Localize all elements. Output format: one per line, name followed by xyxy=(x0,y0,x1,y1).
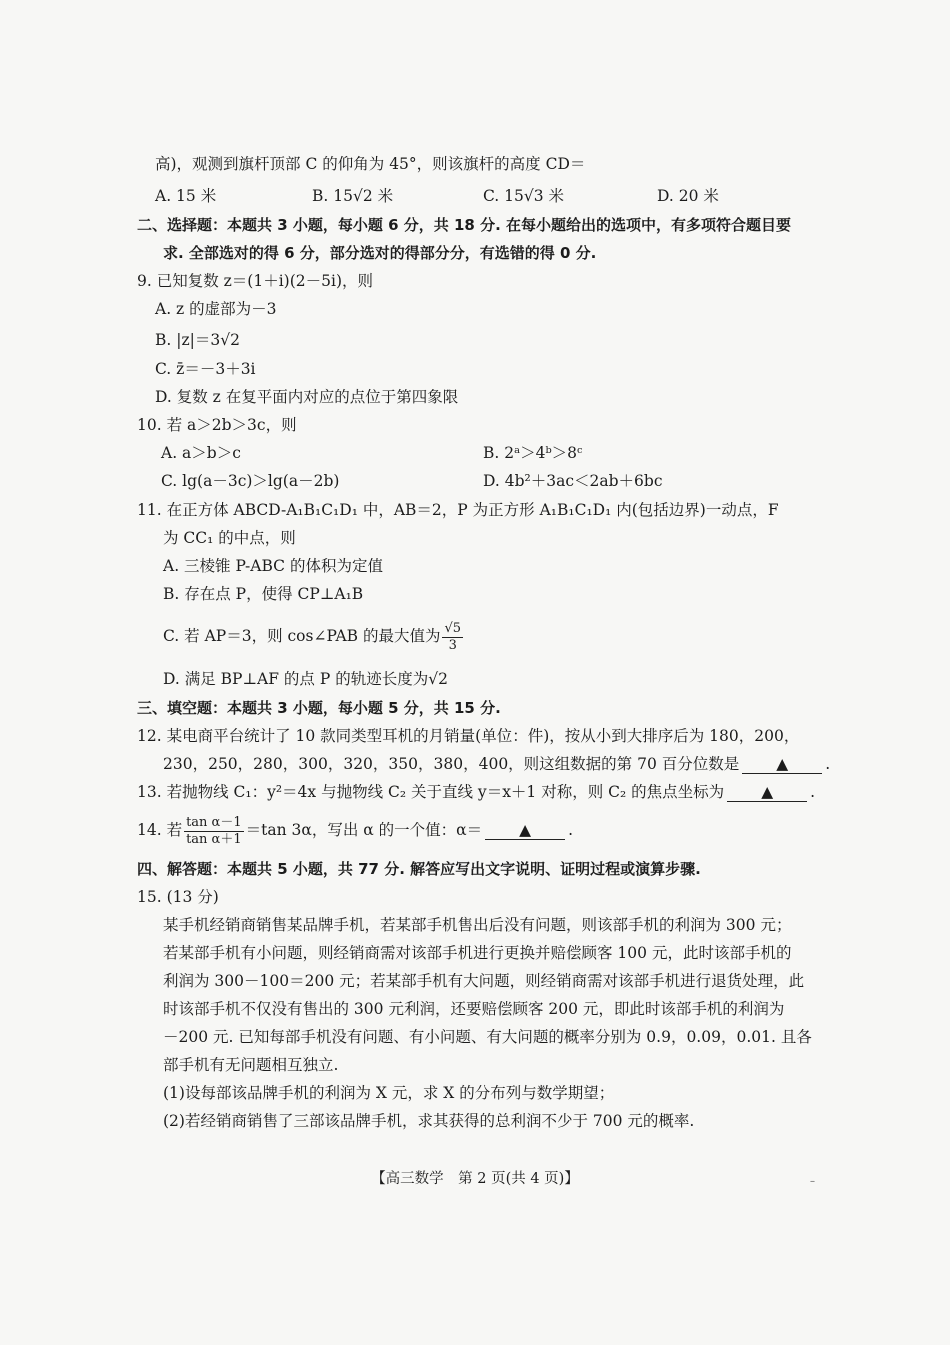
q15-body-line: 若某部手机有小问题，则经销商需对该部手机进行更换并赔偿顾客 100 元，此时该部手机的 xyxy=(163,944,792,962)
answer-blank xyxy=(742,755,822,774)
triangle-icon: ▲ xyxy=(519,821,532,839)
fraction-denominator: 3 xyxy=(448,637,457,653)
q15-body-line: 利润为 300－100＝200 元；若某部手机有大问题，则经销商需对该部手机进行退货处理，此 xyxy=(163,972,805,990)
page-footer: 【高三数学 第 2 页(共 4 页)】 xyxy=(371,1171,579,1187)
fraction-denominator: tan α＋1 xyxy=(186,831,242,847)
period: . xyxy=(568,821,574,839)
question-12-stem-cont xyxy=(163,753,830,775)
question-14-prefix: 14. 若 xyxy=(137,821,183,839)
q15-body-line: 某手机经销商销售某品牌手机，若某部手机售出后没有问题，则该部手机的利润为 300 元； xyxy=(163,916,792,934)
section-2-heading: 二、选择题：本题共 3 小题，每小题 6 分，共 18 分. 在每小题给出的选项中，有多项符合题目要 xyxy=(137,216,792,234)
section-2-heading-cont: 求. 全部选对的得 6 分，部分选对的得部分分，有选错的得 0 分. xyxy=(163,244,597,262)
answer-blank xyxy=(485,821,565,840)
q11-option-c xyxy=(163,618,465,654)
section-4-heading: 四、解答题：本题共 5 小题，共 77 分. 解答应写出文字说明、证明过程或演算步骤. xyxy=(137,860,701,878)
q9-option-a: A. z 的虚部为－3 xyxy=(155,300,277,318)
q14-fraction xyxy=(184,815,244,848)
q8-option-c: C. 15√3 米 xyxy=(483,187,565,205)
q11-option-a: A. 三棱锥 P-ABC 的体积为定值 xyxy=(163,557,383,575)
triangle-icon: ▲ xyxy=(776,755,789,773)
q8-option-d: D. 20 米 xyxy=(657,187,719,205)
section-3-heading: 三、填空题：本题共 3 小题，每小题 5 分，共 15 分. xyxy=(137,699,501,717)
question-14-suffix: ＝tan 3α，写出 α 的一个值：α＝ xyxy=(245,821,483,839)
fraction-numerator: √5 xyxy=(444,620,462,636)
q11-option-d: D. 满足 BP⊥AF 的点 P 的轨迹长度为√2 xyxy=(163,670,448,688)
q15-body-line: －200 元. 已知每部手机没有问题、有小问题、有大问题的概率分别为 0.9，0.09，0.01. 且各 xyxy=(163,1028,812,1046)
q10-option-c: C. lg(a－3c)＞lg(a－2b) xyxy=(161,472,340,490)
period: . xyxy=(810,783,816,801)
question-12-text: 230，250，280，300，320，350，380，400，则这组数据的第 70 百分位数是 xyxy=(163,755,740,773)
answer-blank xyxy=(727,783,807,802)
fraction-numerator: tan α－1 xyxy=(186,814,242,830)
q11-option-c-fraction xyxy=(442,621,463,654)
question-8-continuation: 高)，观测到旗杆顶部 C 的仰角为 45°，则该旗杆的高度 CD＝ xyxy=(155,155,586,173)
q9-option-c: C. z̄＝－3＋3i xyxy=(155,360,256,378)
q11-option-b: B. 存在点 P，使得 CP⊥A₁B xyxy=(163,585,364,603)
period: . xyxy=(825,755,831,773)
q15-part-2: (2)若经销商销售了三部该品牌手机，求其获得的总利润不少于 700 元的概率. xyxy=(163,1112,695,1130)
q15-body-line: 时该部手机不仅没有售出的 300 元利润，还要赔偿顾客 200 元，即此时该部手机的利润为 xyxy=(163,1000,785,1018)
question-13-stem xyxy=(137,781,815,803)
question-12-stem: 12. 某电商平台统计了 10 款同类型耳机的月销量(单位：件)，按从小到大排序后为 180，200， xyxy=(137,727,800,745)
q10-option-a: A. a＞b＞c xyxy=(161,444,241,462)
question-11-stem: 11. 在正方体 ABCD-A₁B₁C₁D₁ 中，AB＝2，P 为正方形 A₁B₁C₁D₁ 内(包括边界)一动点，F xyxy=(137,501,779,519)
q15-part-1: (1)设每部该品牌手机的利润为 X 元，求 X 的分布列与数学期望； xyxy=(163,1084,615,1102)
question-9-stem: 9. 已知复数 z＝(1＋i)(2－5i)，则 xyxy=(137,272,373,290)
q8-option-b: B. 15√2 米 xyxy=(312,187,394,205)
question-10-stem: 10. 若 a＞2b＞3c，则 xyxy=(137,416,297,434)
q10-option-d: D. 4b²＋3ac＜2ab＋6bc xyxy=(483,472,663,490)
question-14-stem xyxy=(137,812,573,848)
triangle-icon: ▲ xyxy=(761,783,774,801)
q10-option-b: B. 2ᵃ＞4ᵇ＞8ᶜ xyxy=(483,444,583,462)
question-15-header: 15. (13 分) xyxy=(137,888,219,906)
q8-option-a: A. 15 米 xyxy=(155,187,217,205)
q9-option-d: D. 复数 z 在复平面内对应的点位于第四象限 xyxy=(155,388,459,406)
q15-body-line: 部手机有无问题相互独立. xyxy=(163,1056,339,1074)
q11-option-c-text: C. 若 AP＝3，则 cos∠PAB 的最大值为 xyxy=(163,627,441,645)
question-13-text: 13. 若抛物线 C₁：y²＝4x 与抛物线 C₂ 关于直线 y＝x＋1 对称，则 C₂ 的焦点坐标为 xyxy=(137,783,725,801)
question-11-stem-cont: 为 CC₁ 的中点，则 xyxy=(163,529,296,547)
q9-option-b: B. |z|＝3√2 xyxy=(155,331,240,349)
corner-mark: – xyxy=(810,1176,815,1187)
